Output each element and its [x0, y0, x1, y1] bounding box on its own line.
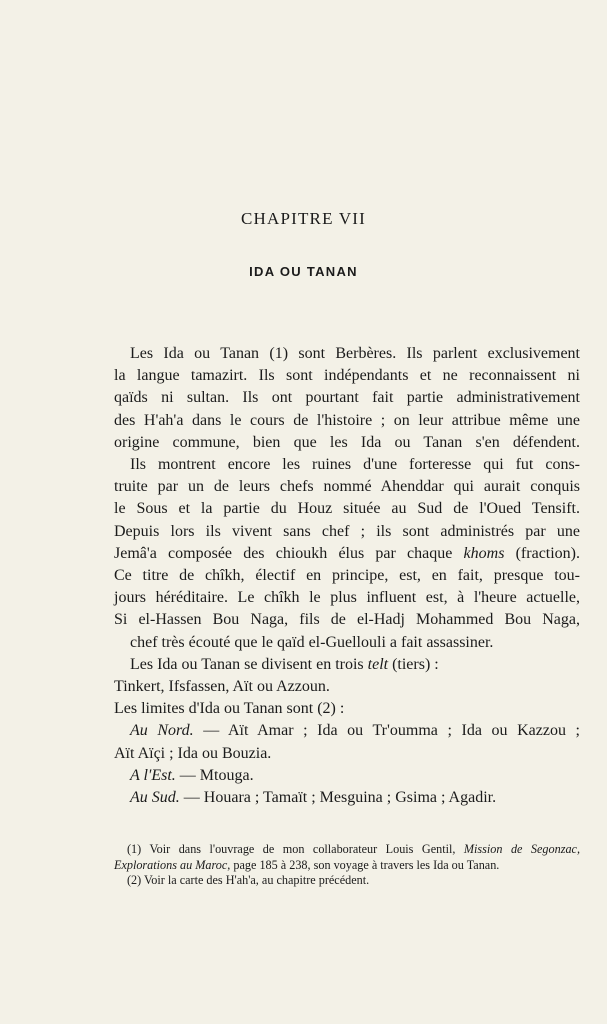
text-line	[114, 654, 580, 676]
text-span: Les Ida ou Tanan se divisent en trois	[130, 655, 368, 673]
footnote-2: (2) Voir la carte des H'ah'a, au chapitre précédent.	[127, 873, 370, 887]
text-line: la langue tamazirt. Ils sont indépendants et ne reconnaissent ni	[114, 367, 580, 385]
text-line: des H'ah'a dans le cours de l'histoire ; on leur attribue même une	[114, 411, 580, 429]
text-span: (fraction).	[504, 544, 581, 562]
text-line: origine commune, bien que les Ida ou Tanan s'en défendent.	[114, 433, 580, 451]
body-text	[114, 343, 580, 809]
text-line: truite par un de leurs chefs nommé Ahenddar qui aurait conquis	[114, 478, 580, 496]
text-line: Aït Aïçi ; Ida ou Bouzia.	[114, 744, 272, 762]
text-span: (1) Voir dans l'ouvrage de mon collaborateur Louis Gentil,	[127, 842, 464, 856]
text-span: — Mtouga.	[175, 766, 254, 784]
text-line: Les Ida ou Tanan (1) sont Berbères. Ils parlent exclusivement	[130, 345, 580, 362]
text-span: — Houara ; Tamaït ; Mesguina ; Gsima ; Agadir.	[179, 789, 497, 807]
direction-label: A l'Est.	[130, 766, 176, 784]
italic-term: khoms	[463, 544, 505, 562]
text-span: — Aït Amar ; Ida ou Tr'oumma ; Ida ou Kazzou ;	[193, 722, 580, 740]
chapter-heading: CHAPITRE VII	[240, 209, 367, 228]
cited-title: Mission de Segonzac, Explorations au Maroc	[114, 842, 580, 872]
direction-label: Au Nord.	[130, 722, 194, 740]
text-line: Tinkert, Ifsfassen, Aït ou Azzoun.	[114, 678, 330, 696]
text-line: qaïds ni sultan. Ils ont pourtant fait partie administrativement	[114, 389, 580, 407]
text-line: Si el-Hassen Bou Naga, fils de el-Hadj Mohammed Bou Naga,	[114, 611, 580, 629]
section-title: IDA OU TANAN	[249, 264, 358, 279]
text-span: (tiers) :	[388, 655, 439, 673]
text-line	[114, 720, 580, 742]
text-span: Jemâ'a composée des chioukh élus par chaque	[114, 544, 464, 562]
footnotes	[114, 842, 580, 889]
footnote-1	[114, 842, 580, 873]
text-line: chef très écouté que le qaïd el-Guellouli a fait assassiner.	[130, 633, 494, 651]
italic-term: telt	[367, 655, 389, 673]
text-line: le Sous et la partie du Houz située au Sud de l'Oued Tensift.	[114, 500, 580, 518]
text-line	[114, 543, 580, 565]
text-line: Depuis lors ils vivent sans chef ; ils sont administrés par une	[114, 522, 580, 540]
direction-label: Au Sud.	[130, 789, 180, 807]
text-line: jours héréditaire. Le chîkh le plus influent est, à l'heure actuelle,	[114, 589, 580, 607]
text-line	[114, 787, 580, 809]
text-line	[114, 765, 580, 787]
text-line: Les limites d'Ida ou Tanan sont (2) :	[114, 700, 345, 718]
text-line: Ce titre de chîkh, électif en principe, est, en fait, presque tou-	[114, 567, 580, 585]
text-line: Ils montrent encore les ruines d'une forteresse qui fut cons-	[130, 456, 580, 474]
text-span: , page 185 à 238, son voyage à travers les Ida ou Tanan.	[227, 857, 500, 872]
